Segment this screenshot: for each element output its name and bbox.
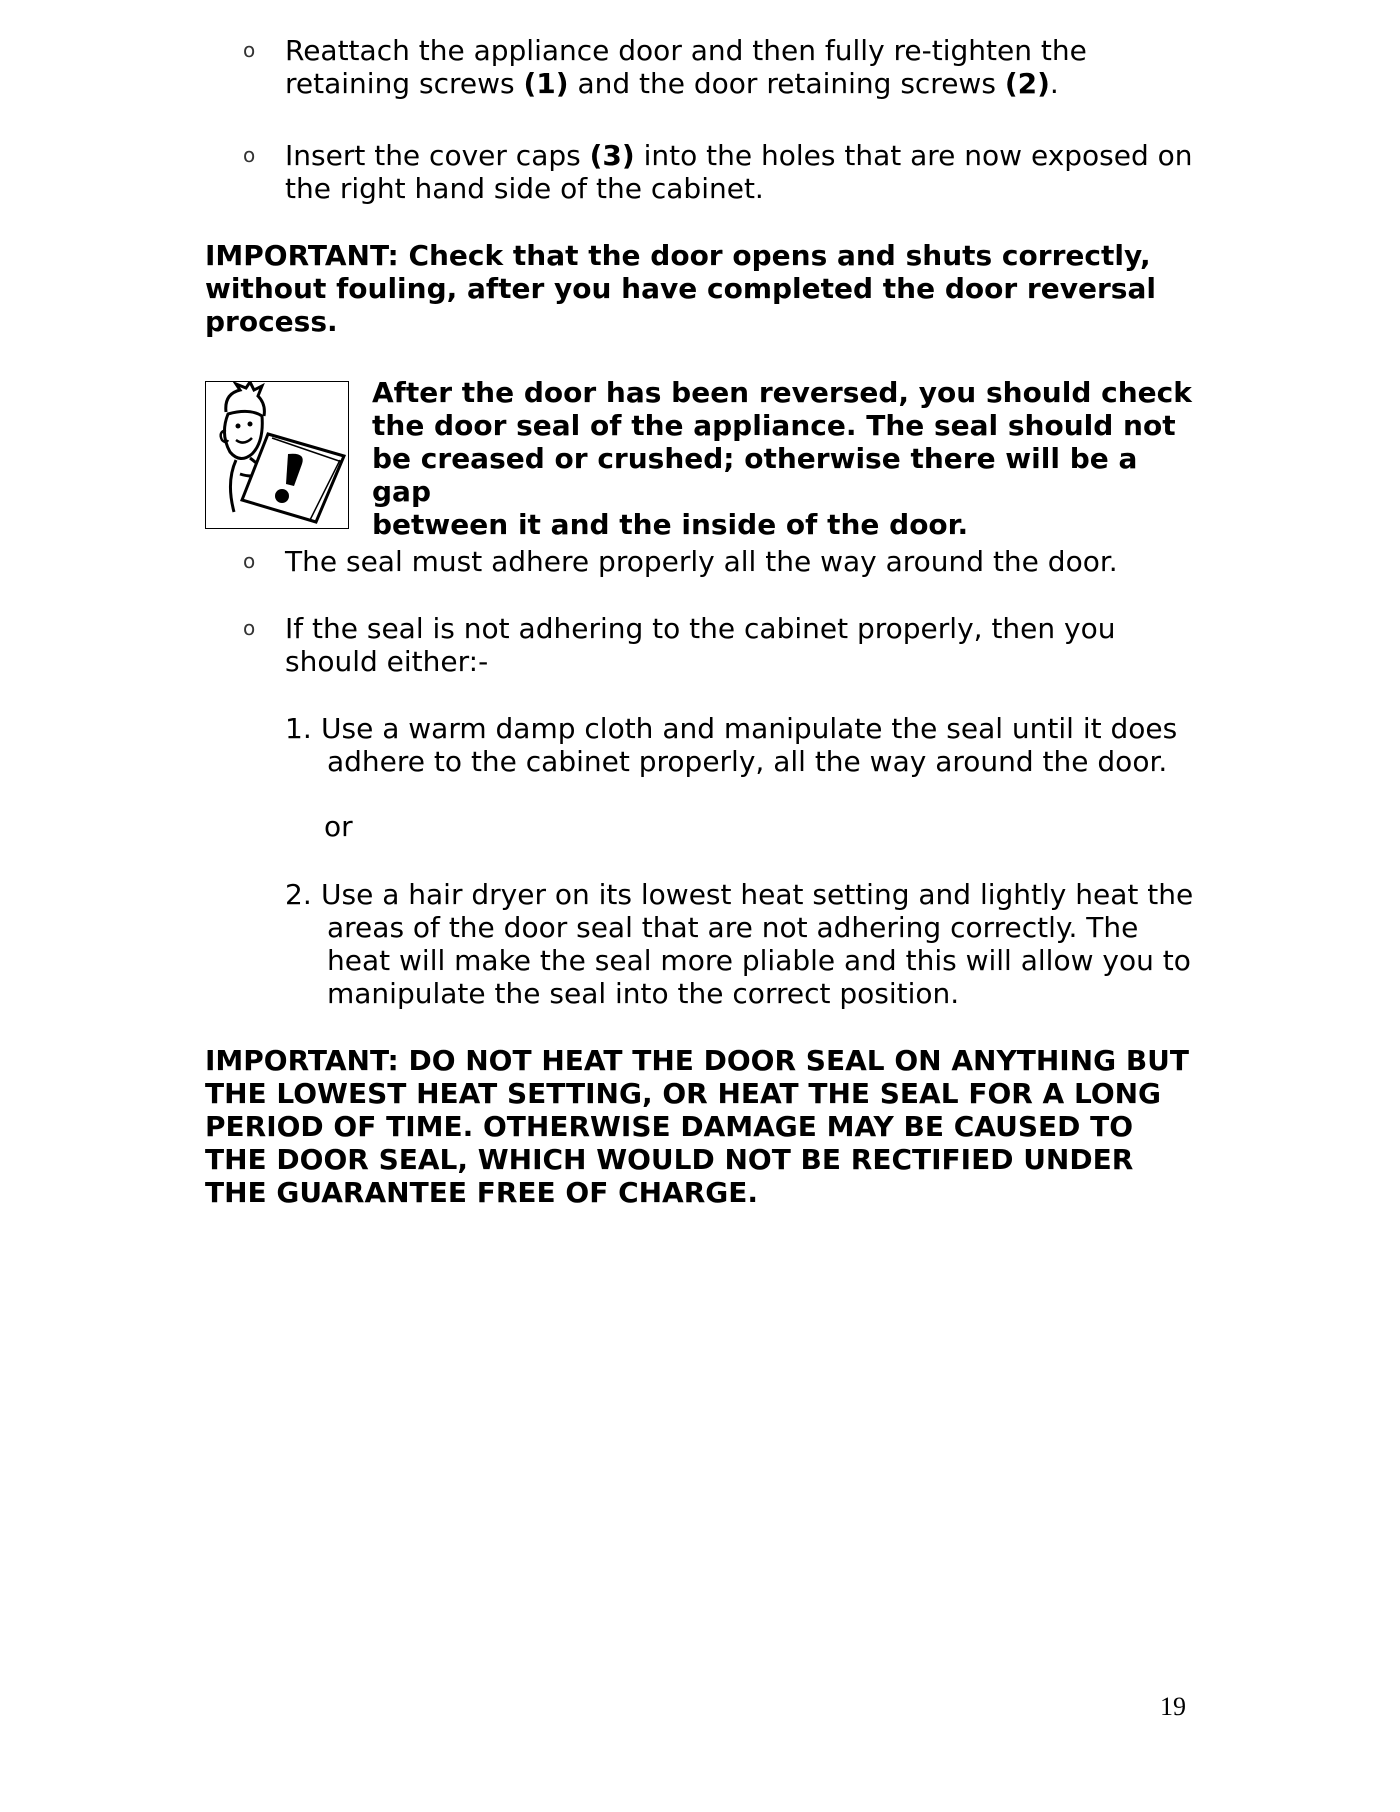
warning-line: THE GUARANTEE FREE OF CHARGE. <box>205 1176 759 1209</box>
text-run-bold: (2) <box>1004 67 1050 100</box>
bullet-text <box>285 612 1205 678</box>
text-run: into the holes that are now exposed on <box>634 139 1193 172</box>
option-line: manipulate the seal into the correct position. <box>327 977 960 1010</box>
bullet-text: The seal must adhere properly all the way around the door. <box>285 545 1118 578</box>
bullet-text <box>285 34 1205 100</box>
bullet-line <box>285 67 1205 100</box>
option-line: heat will make the seal more pliable and this will allow you to <box>327 944 1191 977</box>
tip-line: between it and the inside of the door. <box>372 508 969 541</box>
option-text <box>321 878 1207 1010</box>
option-line: Use a hair dryer on its lowest heat setting and lightly heat the <box>321 878 1194 911</box>
option-line: adhere to the cabinet properly, all the way around the door. <box>327 745 1168 778</box>
text-run: and the door retaining screws <box>568 67 1005 100</box>
option-line: areas of the door seal that are not adhering correctly. The <box>327 911 1139 944</box>
cartoon-exclamation-icon <box>205 381 349 529</box>
note-line: process. <box>205 305 338 338</box>
page-number: 19 <box>1160 1692 1186 1721</box>
or-separator: or <box>324 810 353 843</box>
bullet-marker: o <box>243 549 256 573</box>
note-line: without fouling, after you have completed the door reversal <box>205 272 1156 305</box>
text-run: Insert the cover caps <box>285 139 590 172</box>
text-run-bold: (1) <box>523 67 569 100</box>
door-seal-tip <box>372 376 1202 541</box>
cartoon-illustration <box>206 382 347 527</box>
tip-line: After the door has been reversed, you should check <box>372 376 1192 409</box>
warning-line: PERIOD OF TIME. OTHERWISE DAMAGE MAY BE CAUSED TO <box>205 1110 1134 1143</box>
bullet-marker: o <box>243 616 256 640</box>
note-line: IMPORTANT: Check that the door opens and shuts correctly, <box>205 239 1151 272</box>
important-heat-warning <box>205 1044 1205 1209</box>
bullet-line: should either:- <box>285 645 489 678</box>
text-run: . <box>1049 67 1059 100</box>
important-check-door-note <box>205 239 1205 338</box>
text-run-bold: (3) <box>589 139 635 172</box>
warning-line: THE LOWEST HEAT SETTING, OR HEAT THE SEAL FOR A LONG <box>205 1077 1162 1110</box>
option-number: 1. <box>285 712 312 745</box>
bullet-line: the right hand side of the cabinet. <box>285 172 764 205</box>
option-text <box>321 712 1207 778</box>
bullet-marker: o <box>243 38 256 62</box>
bullet-line: If the seal is not adhering to the cabinet properly, then you <box>285 612 1116 645</box>
tip-line: be creased or crushed; otherwise there will be a gap <box>372 442 1138 508</box>
bullet-text <box>285 139 1205 205</box>
bullet-marker: o <box>243 143 256 167</box>
bullet-line: Reattach the appliance door and then fully re-tighten the <box>285 34 1087 67</box>
text-run: retaining screws <box>285 67 524 100</box>
option-line: Use a warm damp cloth and manipulate the seal until it does <box>321 712 1178 745</box>
warning-line: THE DOOR SEAL, WHICH WOULD NOT BE RECTIFIED UNDER <box>205 1143 1134 1176</box>
bullet-line <box>285 139 1205 172</box>
warning-line: IMPORTANT: DO NOT HEAT THE DOOR SEAL ON ANYTHING BUT <box>205 1044 1190 1077</box>
tip-line: the door seal of the appliance. The seal should not <box>372 409 1176 442</box>
option-number: 2. <box>285 878 312 911</box>
